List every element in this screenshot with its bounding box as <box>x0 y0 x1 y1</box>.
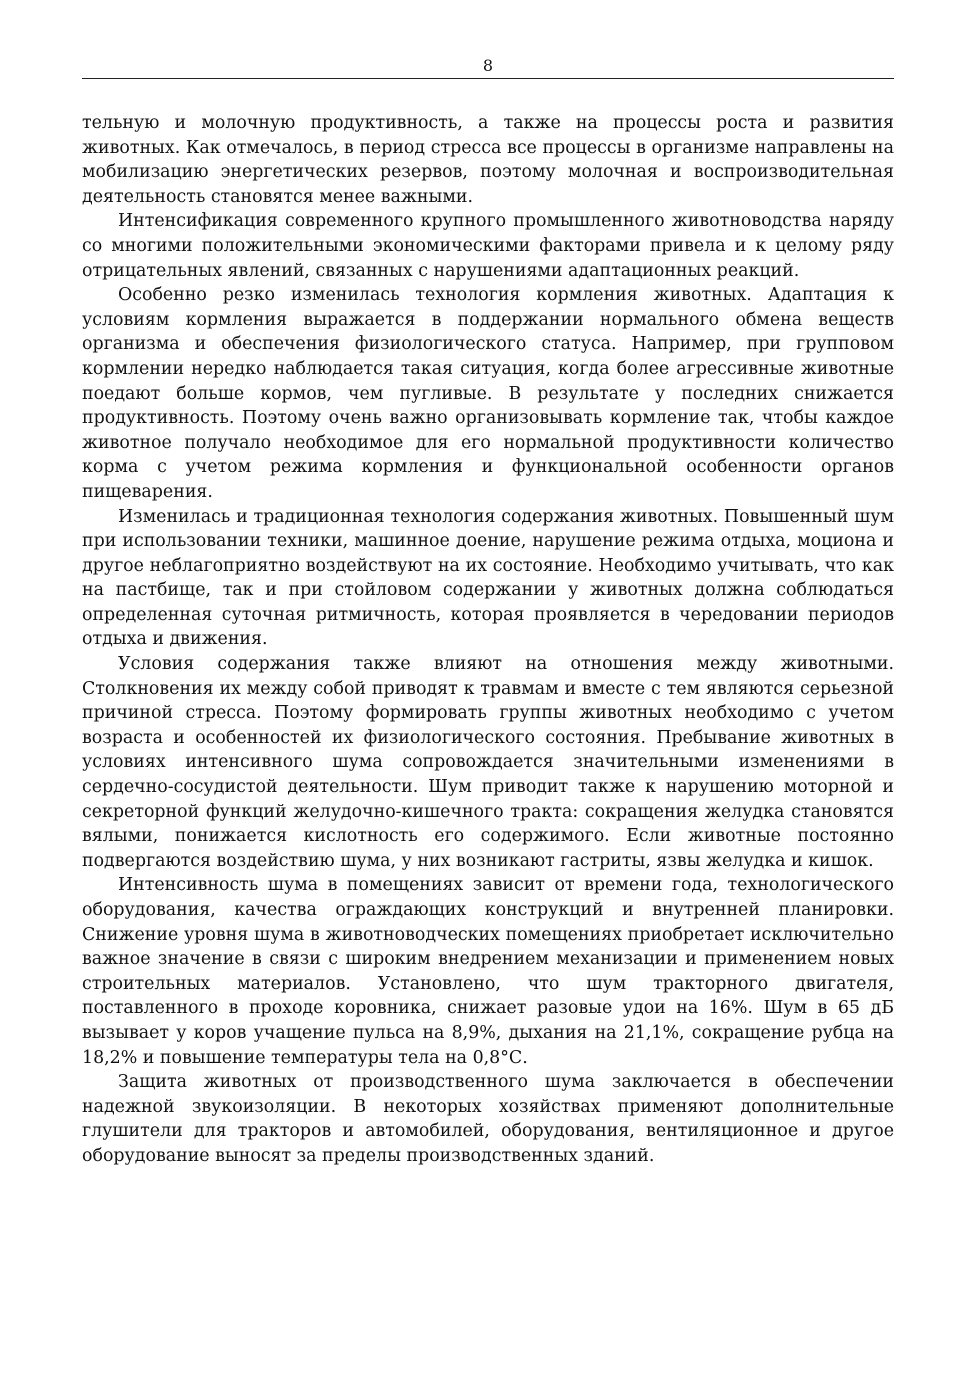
paragraph: тельную и молочную продуктивность, а также на процессы роста и развития животных. Как отмечалось, в период стресса все процессы в организме направлены на мобилизацию энергетических резервов, поэтому молочная и воспроизводительная деятельность становятся менее важными. <box>82 113 894 207</box>
paragraph: Защита животных от производственного шума заключается в обеспечении надежной звукоизоляции. В некоторых хозяйствах применяют дополнительные глушители для тракторов и автомобилей, оборудования, вентиляционное и другое оборудование выносят за пределы производственных зданий. <box>82 1072 894 1166</box>
document-page <box>82 56 894 1169</box>
body-text <box>82 111 894 1169</box>
paragraph: Изменилась и традиционная технология содержания животных. Повышенный шум при использовании техники, машинное доение, нарушение режима отдыха, моциона и другое неблагоприятно воздействуют на их состояние. Необходимо учитывать, что как на пастбище, так и при стойловом содержании у животных должна соблюдаться определенная суточная ритмичность, которая проявляется в чередовании периодов отдыха и движения. <box>82 506 894 650</box>
header-rule <box>82 78 894 79</box>
page-number: 8 <box>482 56 494 75</box>
paragraph: Условия содержания также влияют на отношения между животными. Столкновения их между собой приводят к травмам и вместе с тем являются серьезной причиной стресса. Поэтому формировать группы животных необходимо с учетом возраста и особенностей их физиологического состояния. Пребывание животных в условиях интенсивного шума сопровождается значительными изменениями в сердечно-сосудистой деятельности. Шум приводит также к нарушению моторной и секреторной функций желудочно-кишечного тракта: сокращения желудка становятся вялыми, понижается кислотность его содержимого. Если животные постоянно подвергаются воздействию шума, у них возникают гастриты, язвы желудка и кишок. <box>82 654 894 871</box>
paragraph: Интенсификация современного крупного промышленного животноводства наряду со многими положительными экономическими факторами привела и к целому ряду отрицательных явлений, связанных с нарушениями адаптационных реакций. <box>82 211 894 281</box>
paragraph: Особенно резко изменилась технология кормления животных. Адаптация к условиям кормления выражается в поддержании нормального обмена веществ организма и обеспечения физиологического статуса. Например, при групповом кормлении нередко наблюдается такая ситуация, когда более агрессивные животные поедают больше кормов, чем пугливые. В результате у последних снижается продуктивность. Поэтому очень важно организовывать кормление так, чтобы каждое животное получало необходимое для его нормальной продуктивности количество корма с учетом режима кормления и функциональной особенности органов пищеварения. <box>82 285 894 502</box>
paragraph: Интенсивность шума в помещениях зависит от времени года, технологического оборудования, качества ограждающих конструкций и внутренней планировки. Снижение уровня шума в животноводческих помещениях приобретает исключительно важное значение в связи с широким внедрением механизации и применением новых строительных материалов. Установлено, что шум тракторного двигателя, поставленного в проходе коровника, снижает разовые удои на 16%. Шум в 65 дБ вызывает у коров учащение пульса на 8,9%, дыхания на 21,1%, сокращение рубца на 18,2% и повышение температуры тела на 0,8°С. <box>82 875 894 1068</box>
